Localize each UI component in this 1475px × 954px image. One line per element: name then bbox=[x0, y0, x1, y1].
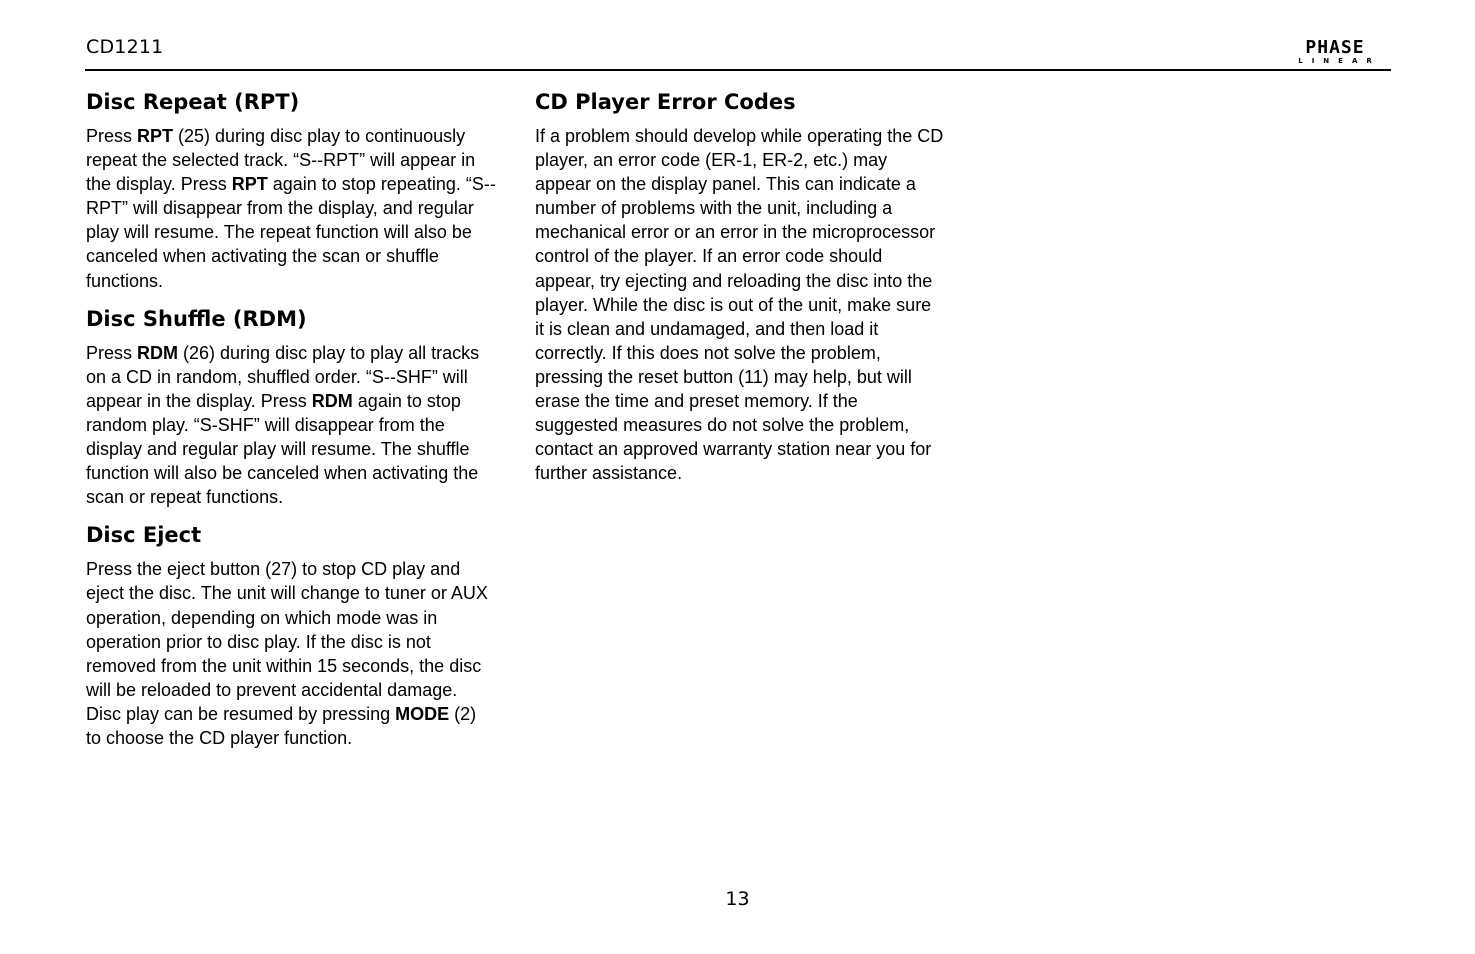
section-disc-repeat bbox=[86, 88, 496, 293]
bold-key-label: RDM bbox=[311, 390, 353, 411]
disc-eject-body bbox=[86, 557, 496, 750]
logo-wordmark-top: PHASE bbox=[1305, 37, 1365, 58]
bold-key-label: RDM bbox=[137, 342, 179, 363]
section-error-codes bbox=[535, 88, 945, 485]
disc-eject-heading: Disc Eject bbox=[86, 523, 202, 548]
logo-wordmark-bottom: LINEAR bbox=[1298, 57, 1381, 65]
section-disc-shuffle bbox=[86, 305, 496, 510]
body-text-run: (2) to choose the CD player function. bbox=[86, 703, 477, 748]
right-column bbox=[535, 88, 945, 497]
body-text-run: Press the eject button (27) to stop CD play and eject the disc. The unit will change to tuner or AUX operation, depending on which mode was in operation prior to disc play. If the disc is not removed from the unit within 15 seconds, the disc will be reloaded to prevent accidental damage. Disc play can be resumed by pressing bbox=[86, 559, 488, 724]
body-text-run: Press bbox=[86, 126, 138, 146]
body-text-run: again to stop random play. “S-SHF” will disappear from the display and regular play will resume. The shuffle function will also be canceled when activating the scan or repeat functions. bbox=[86, 390, 479, 508]
model-number: CD1211 bbox=[86, 36, 164, 58]
bold-key-label: RPT bbox=[137, 126, 174, 146]
error-codes-body bbox=[535, 124, 945, 485]
body-text-run: again to stop repeating. “S--RPT” will disappear from the display, and regular play will resume. The repeat function will also be canceled when activating the scan or shuffle functions. bbox=[86, 174, 496, 291]
disc-repeat-body bbox=[86, 124, 496, 293]
disc-shuffle-heading: Disc Shuffle (RDM) bbox=[86, 306, 307, 331]
body-text-run: If a problem should develop while operating the CD player, an error code (ER-1, ER-2, etc.) may appear on the display panel. This can indicate a number of problems with the unit, including a mechanical error or an error in the microprocessor control of the player. If an error code should appear, try ejecting and reloading the disc into the player. While the disc is out of the unit, make sure it is clean and undamaged, and then load it correctly. If this does not solve the problem, pressing the reset button (11) may help, but will erase the time and preset memory. If the suggested measures do not solve the problem, contact an approved warranty station near you for further assistance. bbox=[535, 126, 944, 484]
section-disc-eject bbox=[86, 521, 496, 750]
body-text-run: (25) during disc play to continuously repeat the selected track. “S--RPT” will appear in the display. Press bbox=[86, 126, 476, 195]
body-text-run: (26) during disc play to play all tracks on a CD in random, shuffled order. “S--SHF” will appear in the display. Press bbox=[86, 342, 480, 411]
phase-linear-logo bbox=[1280, 39, 1390, 67]
page-number: 13 bbox=[725, 888, 750, 910]
disc-shuffle-body bbox=[86, 341, 496, 510]
error-codes-heading: CD Player Error Codes bbox=[535, 90, 796, 114]
bold-key-label: RPT bbox=[231, 174, 268, 195]
bold-key-label: MODE bbox=[395, 703, 450, 724]
body-text-run: Press bbox=[86, 342, 138, 363]
header-divider bbox=[85, 69, 1391, 71]
disc-repeat-heading: Disc Repeat (RPT) bbox=[86, 90, 300, 114]
left-column bbox=[86, 88, 496, 762]
